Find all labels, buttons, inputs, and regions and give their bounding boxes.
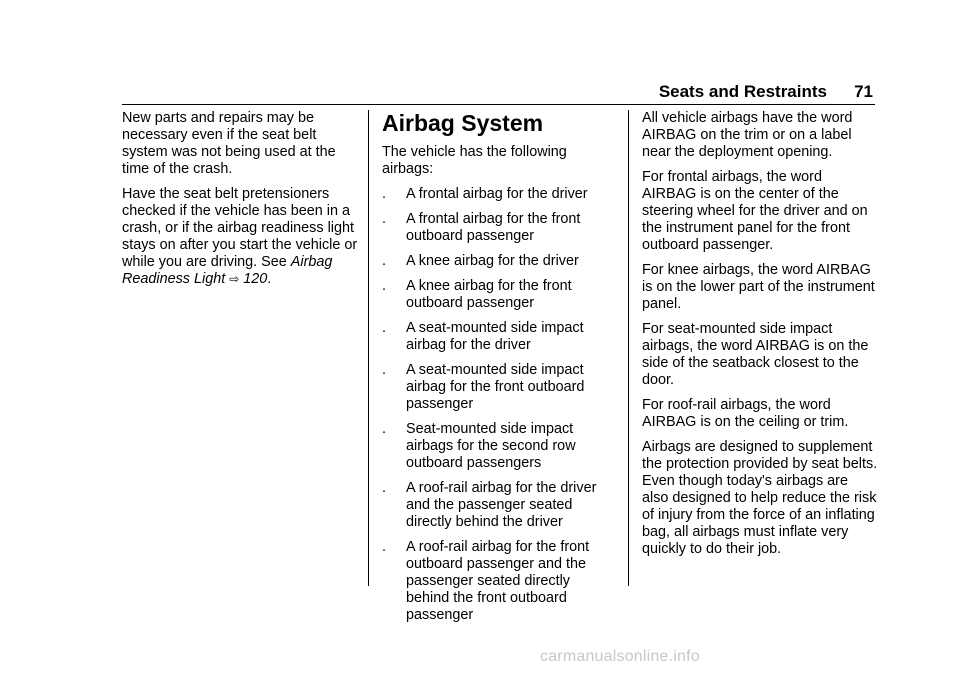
paragraph: For knee airbags, the word AIRBAG is on the lower part of the instrument panel. bbox=[642, 262, 875, 312]
bullet-mark: . bbox=[382, 421, 386, 437]
section-title: Seats and Restraints bbox=[658, 82, 827, 101]
paragraph: For frontal airbags, the word AIRBAG is on the center of the steering wheel for the driver and on the instrument panel for the front outboard passenger. bbox=[642, 169, 868, 253]
bullet-mark: . bbox=[382, 211, 386, 227]
bullet-text: A roof-rail airbag for the driver and the passenger seated directly behind the driver bbox=[406, 480, 597, 530]
column-divider-left bbox=[368, 110, 369, 586]
bullet-mark: . bbox=[382, 253, 386, 269]
list-item bbox=[382, 362, 612, 413]
list-item bbox=[382, 421, 612, 472]
list-item bbox=[382, 186, 612, 203]
column-right bbox=[642, 110, 878, 566]
list-item bbox=[382, 253, 612, 270]
bullet-mark: . bbox=[382, 320, 386, 336]
column-left bbox=[122, 110, 360, 296]
bullet-text: A seat-mounted side impact airbag for the front outboard passenger bbox=[406, 362, 585, 412]
column-middle bbox=[382, 110, 612, 632]
airbag-intro: The vehicle has the following airbags: bbox=[382, 144, 567, 177]
airbag-system-heading: Airbag System bbox=[382, 110, 544, 136]
paragraph: All vehicle airbags have the word AIRBAG on the trim or on a label near the deployment opening. bbox=[642, 110, 853, 160]
bullet-mark: . bbox=[382, 539, 386, 555]
list-item bbox=[382, 539, 612, 624]
airbag-bullet-list bbox=[382, 186, 612, 624]
paragraph: For roof-rail airbags, the word AIRBAG is on the ceiling or trim. bbox=[642, 397, 849, 430]
list-item bbox=[382, 480, 612, 531]
paragraph-pretensioners bbox=[122, 186, 360, 288]
bullet-text: A knee airbag for the front outboard passenger bbox=[406, 278, 572, 311]
bullet-mark: . bbox=[382, 362, 386, 378]
bullet-text: A frontal airbag for the driver bbox=[406, 186, 588, 202]
sentence-period: . bbox=[267, 271, 272, 287]
bullet-text: A seat-mounted side impact airbag for the driver bbox=[406, 320, 584, 353]
bullet-mark: . bbox=[382, 186, 386, 202]
page-number: 71 bbox=[854, 82, 873, 101]
column-divider-right bbox=[628, 110, 629, 586]
page-reference-arrow-icon: ⇨ bbox=[229, 272, 240, 286]
bullet-text: A knee airbag for the driver bbox=[406, 253, 579, 269]
bullet-text: Seat-mounted side impact airbags for the second row outboard passengers bbox=[406, 421, 576, 471]
paragraph: Airbags are designed to supplement the protection provided by seat belts. Even though today's airbags are also designed to help reduce the risk of injury from the force of an inflating bag, all airbags must inflate very quickly to do their job. bbox=[642, 439, 878, 557]
paragraph-pretensioners-text: Have the seat belt pretensioners checked if the vehicle has been in a crash, or if the airbag readiness light stays on after you start the vehicle or while you are driving. See bbox=[122, 186, 358, 270]
watermark: carmanualsonline.info bbox=[540, 648, 700, 665]
list-item bbox=[382, 320, 612, 354]
paragraph-new-parts: New parts and repairs may be necessary even if the seat belt system was not being used at the time of the crash. bbox=[122, 110, 336, 177]
paragraph: For seat-mounted side impact airbags, the word AIRBAG is on the side of the seatback closest to the door. bbox=[642, 321, 869, 388]
page-header bbox=[122, 82, 875, 105]
page-reference-number[interactable]: 120 bbox=[243, 271, 268, 287]
list-item bbox=[382, 278, 612, 312]
bullet-mark: . bbox=[382, 278, 386, 294]
list-item bbox=[382, 211, 612, 245]
bullet-mark: . bbox=[382, 480, 386, 496]
bullet-text: A frontal airbag for the front outboard passenger bbox=[406, 211, 581, 244]
airbag-readiness-light-link[interactable]: Airbag Readiness Light bbox=[122, 254, 333, 287]
bullet-text: A roof-rail airbag for the front outboard passenger and the passenger seated directly behind the front outboard passenger bbox=[406, 539, 590, 623]
